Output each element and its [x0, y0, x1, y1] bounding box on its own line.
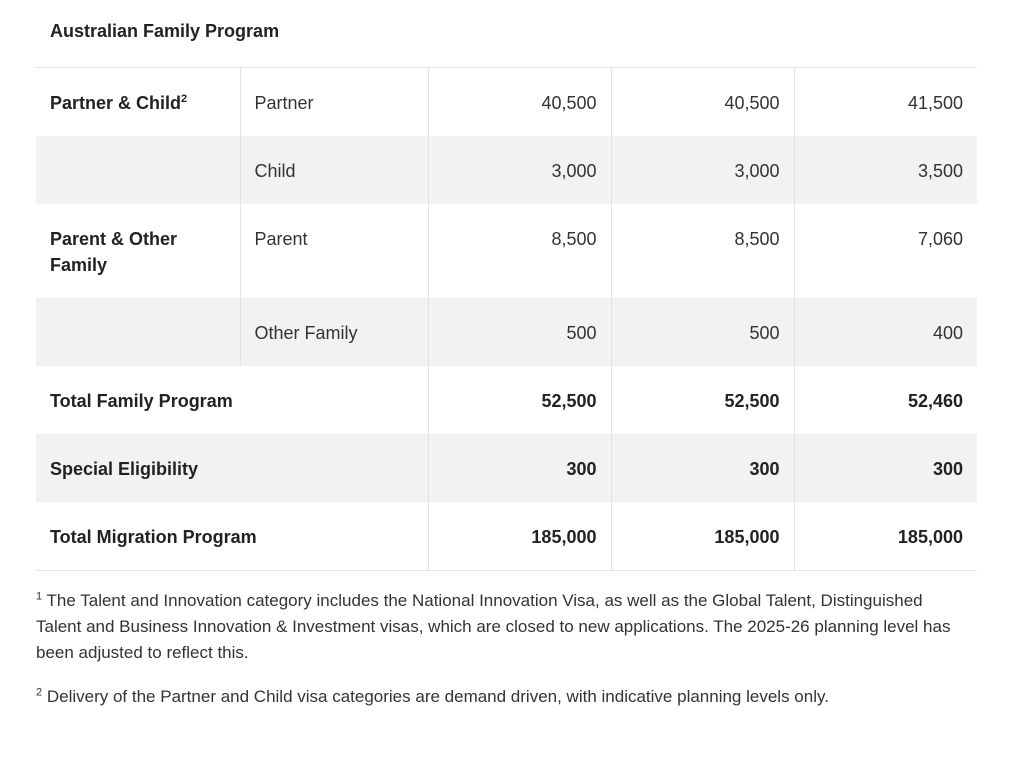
total-value-cell: 185,000 [611, 502, 794, 571]
table-row [36, 298, 977, 366]
value-cell: 7,060 [794, 204, 977, 298]
value-cell: 8,500 [611, 204, 794, 298]
footnotes [36, 588, 966, 710]
footnote-text: The Talent and Innovation category includes the National Innovation Visa, as well as the Global Talent, Distinguished Talent and Business Innovation & Investment visas, which are closed to new applications. The 2025-26 planning level has been adjusted to reflect this. [36, 591, 951, 662]
table-row [36, 204, 977, 298]
footnote-ref: 2 [181, 93, 188, 105]
footnote [36, 588, 966, 666]
total-value-cell: 52,460 [794, 366, 977, 434]
group-label-cell [36, 68, 240, 137]
group-label-cell [36, 136, 240, 204]
value-cell: 3,000 [428, 136, 611, 204]
total-value-cell: 185,000 [428, 502, 611, 571]
value-cell: 500 [611, 298, 794, 366]
total-value-cell: 300 [794, 434, 977, 502]
total-value-cell: 300 [428, 434, 611, 502]
table-row-total [36, 434, 977, 502]
total-value-cell: 185,000 [794, 502, 977, 571]
group-label-cell: Parent & Other Family [50, 229, 178, 275]
subcategory-cell: Partner [240, 68, 428, 137]
table-row [36, 68, 977, 137]
total-value-cell: 52,500 [428, 366, 611, 434]
value-cell: 40,500 [428, 68, 611, 137]
table-row-total [36, 502, 977, 571]
table-row-total [36, 366, 977, 434]
family-program-table-wrap [36, 67, 977, 571]
total-label: Total Migration Program [50, 527, 257, 547]
total-value-cell: 52,500 [611, 366, 794, 434]
footnote-marker: 1 [36, 590, 43, 603]
value-cell: 500 [428, 298, 611, 366]
value-cell: 41,500 [794, 68, 977, 137]
footnote-marker: 2 [36, 686, 43, 699]
value-cell: 3,500 [794, 136, 977, 204]
value-cell: 400 [794, 298, 977, 366]
subcategory-cell: Parent [240, 204, 428, 298]
table-row [36, 136, 977, 204]
value-cell: 40,500 [611, 68, 794, 137]
total-label: Special Eligibility [36, 434, 428, 502]
group-label-cell [36, 298, 240, 366]
subcategory-cell: Child [240, 136, 428, 204]
value-cell: 8,500 [428, 204, 611, 298]
subcategory-cell: Other Family [240, 298, 428, 366]
group-label: Partner & Child [50, 93, 182, 113]
family-program-table [36, 67, 977, 571]
section-title: Australian Family Program [50, 21, 280, 41]
footnote [36, 684, 966, 710]
total-label: Total Family Program [50, 391, 233, 411]
footnote-text: Delivery of the Partner and Child visa categories are demand driven, with indicative planning levels only. [42, 687, 829, 706]
value-cell: 3,000 [611, 136, 794, 204]
total-value-cell: 300 [611, 434, 794, 502]
